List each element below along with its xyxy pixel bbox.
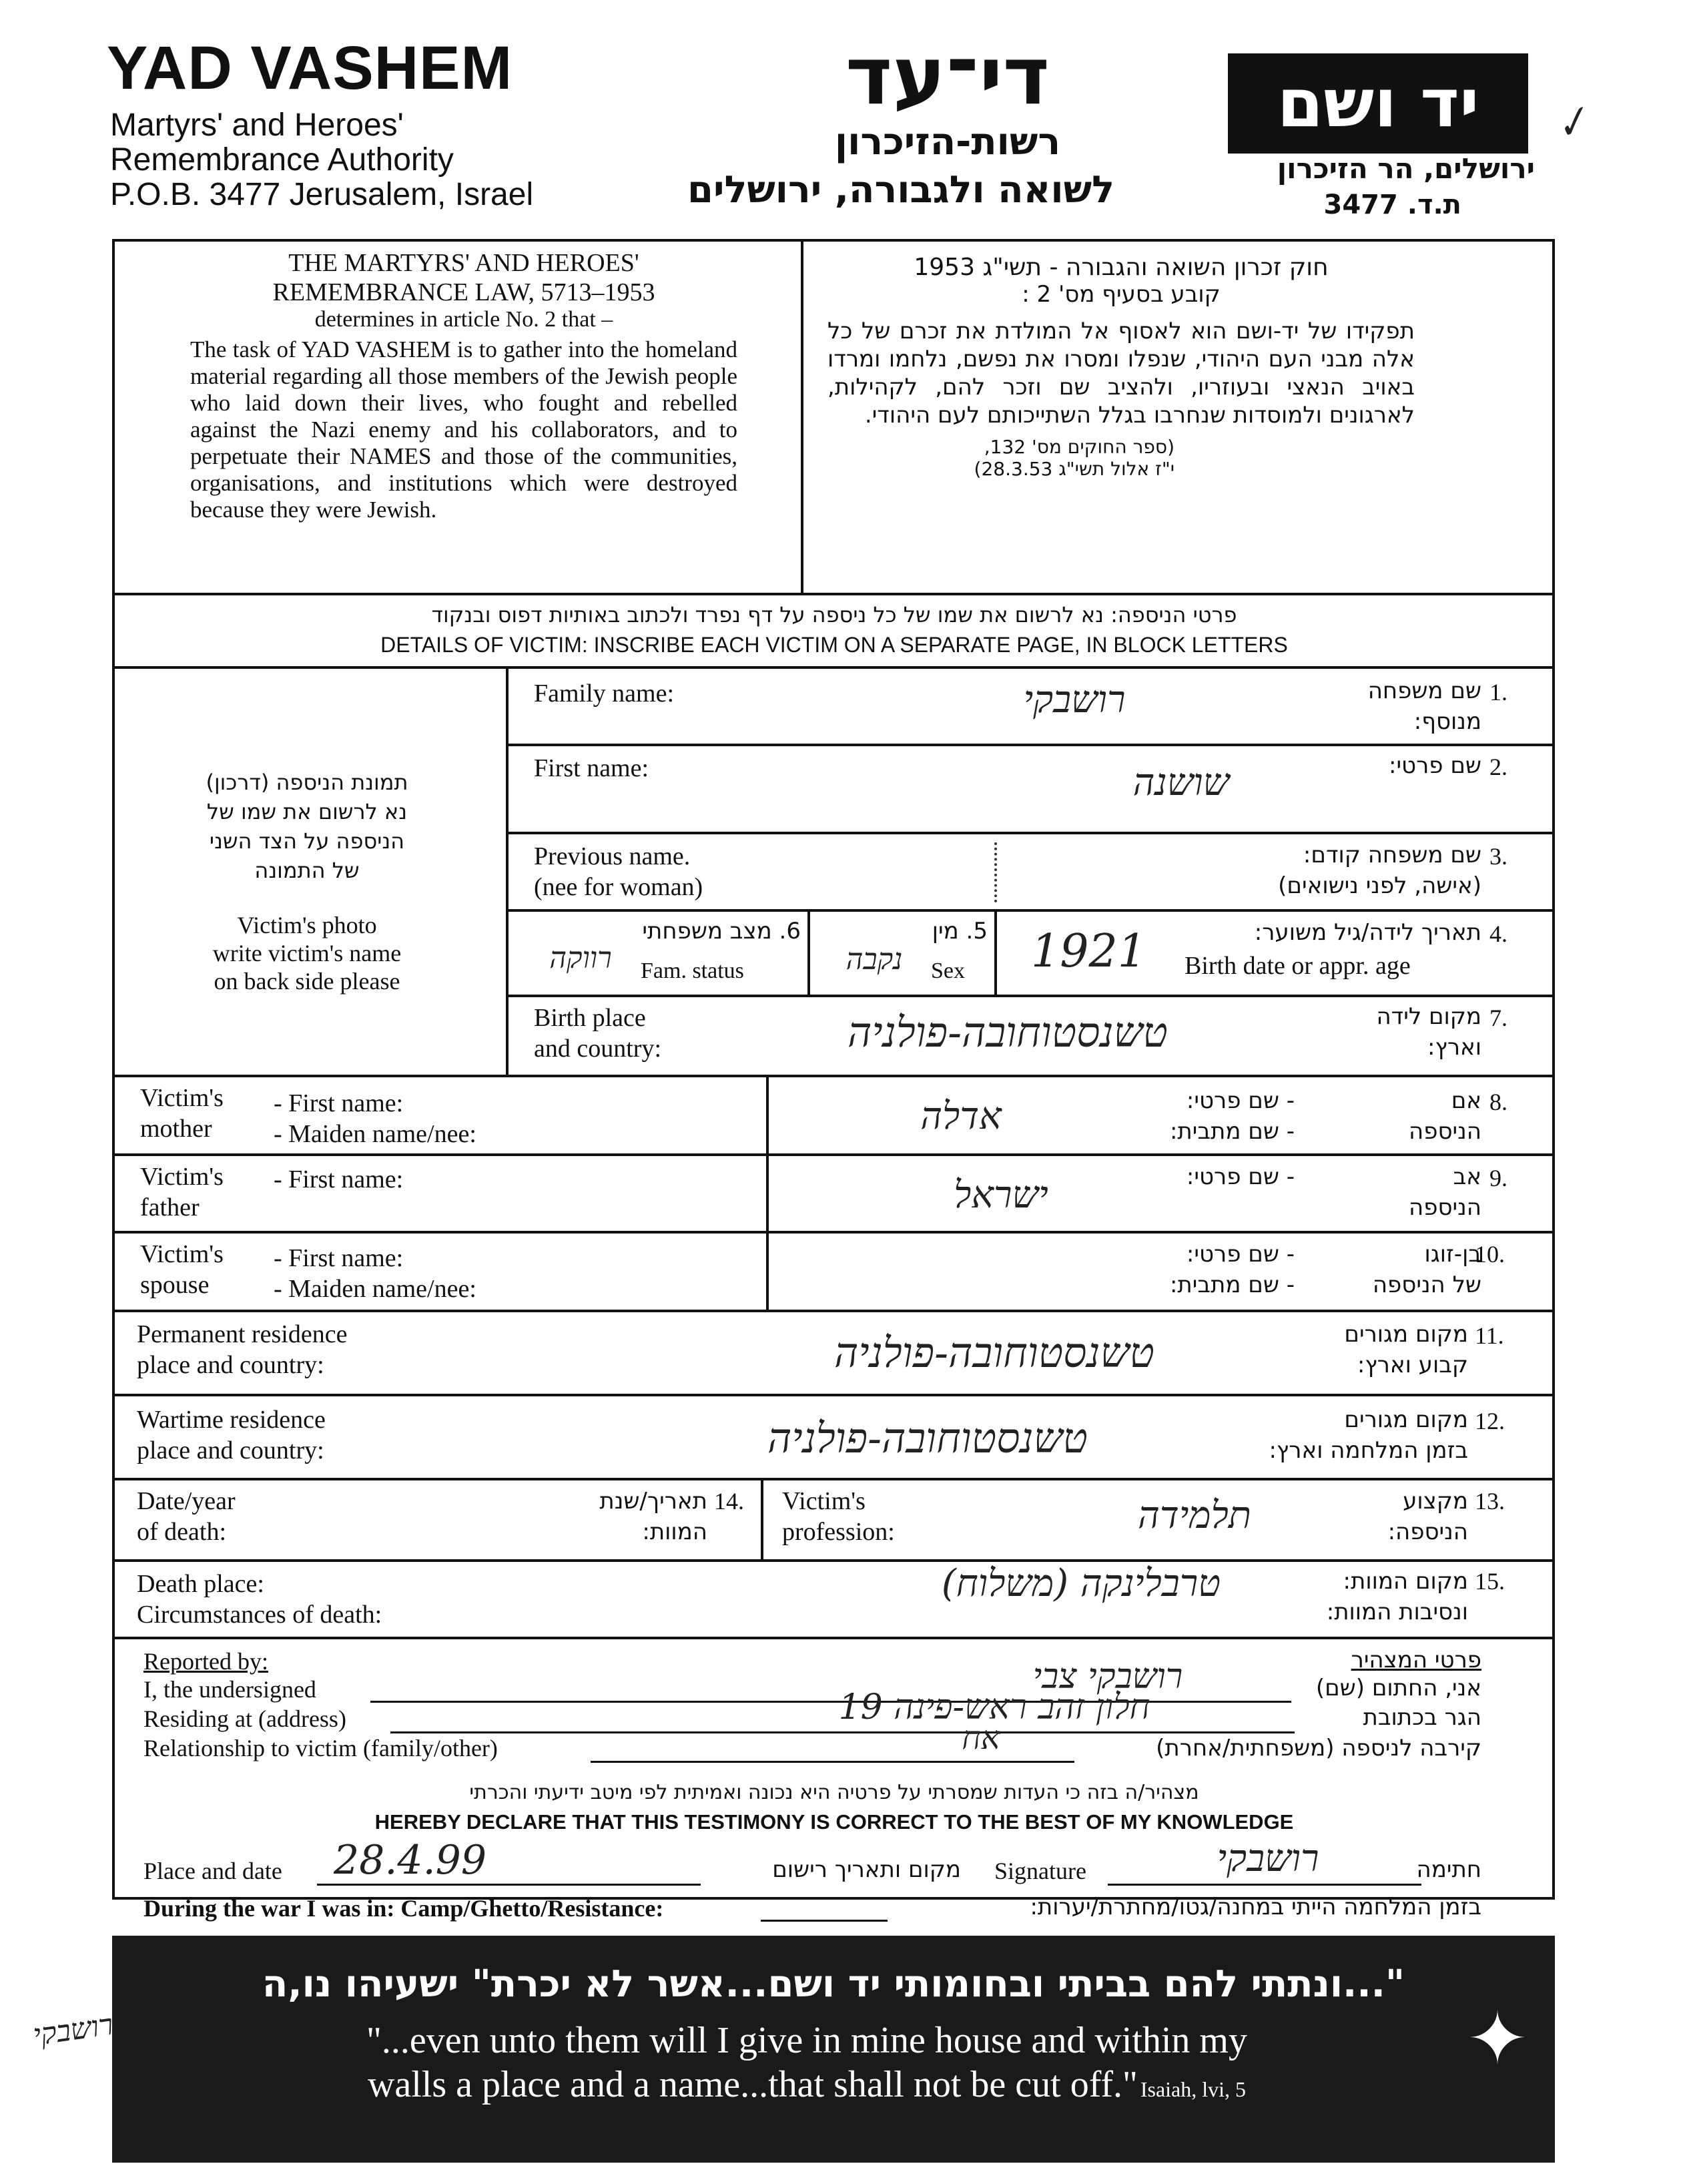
f5-heb: מין [932,918,959,944]
f8-sub-2: - Maiden name/nee: [274,1120,476,1148]
permanent-residence-label [137,1319,347,1380]
f15-en-1: Death place: [137,1570,264,1598]
heb-subtitle-1: רשות-הזיכרון [834,120,1061,164]
during-war-label-heb: בזמן המלחמה הייתי במחנה/גטו/מחתרת/יערות: [1030,1894,1481,1920]
wartime-residence-label-heb [1201,1404,1468,1466]
logo-subtitle-1: ירושלים, הר הזיכרון [1277,152,1535,185]
f10-heb-1: בן-זוגו [1424,1241,1481,1268]
wartime-residence-label [137,1404,326,1466]
f10-sub-1: - First name: [274,1244,404,1272]
birth-place-value[interactable]: טשנסטוחובה-פולניה [848,1008,1168,1057]
org-address: P.O.B. 3477 Jerusalem, Israel [110,177,534,212]
law-title-2: REMEMBRANCE LAW, 5713–1953 [272,278,655,306]
law-body: The task of YAD VASHEM is to gather into the homeland material regarding all those members of the Jewish people who laid down their lives, who fought and rebelled against the Nazi enemy and his collaborators, and to perpetuate their NAMES and those of the communities, organisations, and institutions which were destroyed because they were Jewish. [190,336,737,523]
birth-date-value[interactable]: 1921 [1031,925,1147,978]
family-name-label-heb [1215,675,1481,737]
details-instruction-heb: פרטי הניספה: נא לרשום את שמו של כל ניספה על דף נפרד ולכתוב באותיות דפוס ובנקוד [431,602,1237,627]
f9-en-1: Victim's [140,1163,224,1191]
f3-en-2: (nee for woman) [534,873,703,901]
f10-en-2: spouse [140,1271,210,1299]
photo-en-1: Victim's photo [237,912,377,938]
f14-heb-1: תאריך/שנת [599,1488,707,1515]
f13-en-2: profession: [782,1518,895,1546]
flame-icon: ✦ [1466,1998,1528,2080]
f8-heb-1: אם [1451,1087,1481,1114]
father-sublabel: - First name: [274,1165,404,1193]
reported-by-label: Reported by: [143,1648,268,1675]
field-12-number: 12. [1475,1408,1505,1434]
wartime-residence-value[interactable]: טשנסטוחובה-פולניה [767,1414,1088,1462]
f10-en-1: Victim's [140,1240,224,1268]
footer-quote-en-2: walls a place and a name...that shall not be cut off." [367,2064,1138,2105]
reported-by-label-heb: פרטי המצהיר [1351,1647,1481,1673]
footer-quote-en-1: "...even unto them will I give in mine house and within my [366,2020,1247,2061]
death-place-label [137,1569,382,1630]
logo-text: יד ושם [1277,64,1479,142]
profession-label [782,1486,895,1547]
corner-handwriting: ✓ [1548,95,1596,152]
photo-instructions-heb [133,768,480,885]
f15-en-2: Circumstances of death: [137,1601,382,1629]
law-hebrew [827,254,1415,480]
field-11-number: 11. [1475,1322,1504,1349]
f10-heb-2: של הניספה [1372,1272,1481,1298]
mother-sublabels [274,1088,476,1149]
profession-label-heb [1308,1486,1468,1547]
first-name-value[interactable]: שושנה [1132,761,1230,804]
footer-quote-ref: Isaiah, lvi, 5 [1140,2077,1247,2101]
signature-label: Signature [994,1858,1086,1884]
undersigned-value[interactable]: רושבקי צבי [1032,1657,1183,1697]
death-place-label-heb [1268,1566,1468,1627]
f8-en-1: Victim's [140,1084,224,1112]
f8-en-2: mother [140,1115,212,1143]
birth-place-label-heb [1281,1001,1481,1063]
relationship-label-heb: קירבה לניספה (משפחתית/אחרת) [1156,1735,1481,1761]
f13-heb-2: הניספה: [1387,1519,1468,1545]
field-7-number: 7. [1489,1005,1507,1031]
father-sublabel-heb: - שם פרטי: [1186,1163,1295,1190]
mother-sublabels-heb [1134,1085,1295,1147]
father-label [140,1161,224,1223]
f11-en-1: Permanent residence [137,1320,348,1348]
death-place-value[interactable]: טרבלינקה (משלוח) [941,1562,1221,1605]
f15-heb-1: מקום המוות: [1343,1568,1468,1595]
f10-hsub-1: - שם פרטי: [1186,1241,1295,1268]
heb-title: די־עד [845,30,1050,123]
f8-hsub-2: - שם מתבית: [1169,1118,1295,1145]
permanent-residence-label-heb [1268,1319,1468,1380]
f5-number: 5. [966,918,988,944]
org-line-1: Martyrs' and Heroes' [110,107,404,143]
f14-en-1: Date/year [137,1487,236,1515]
spouse-sublabels-heb [1134,1239,1295,1300]
law-heb-title-2: קובע בסעיף מס' 2 : [1022,281,1221,308]
field-14-number: 14. [714,1488,744,1515]
residing-value[interactable]: חלון זהב ראש-פינה 19 [838,1687,1150,1727]
f7-en-1: Birth place [534,1004,646,1032]
f6-heb: מצב משפחתי [642,918,772,944]
place-date-label: Place and date [143,1858,282,1884]
mother-label [140,1083,224,1144]
place-date-value[interactable]: 28.4.99 [334,1837,487,1884]
signature-value[interactable]: רושבקי [1217,1837,1319,1880]
spouse-label-heb [1308,1239,1481,1300]
f9-en-2: father [140,1193,200,1221]
f12-en-1: Wartime residence [137,1406,326,1434]
f7-en-2: and country: [534,1035,662,1063]
f1-heb-1: שם משפחה [1367,677,1481,704]
during-war-label: During the war I was in: Camp/Ghetto/Resistance: [143,1895,664,1922]
father-first-name-value[interactable]: ישראל [954,1173,1048,1217]
permanent-residence-value[interactable]: טשנסטוחובה-פולניה [834,1328,1154,1377]
photo-en-3: on back side please [214,968,400,995]
f12-heb-1: מקום מגורים [1344,1406,1468,1433]
fam-status-value[interactable]: רווקה [549,941,612,975]
f12-heb-2: בזמן המלחמה וארץ: [1269,1437,1468,1464]
f14-heb-2: המוות: [642,1519,707,1545]
law-english [190,248,737,523]
field-10-number: 10. [1475,1241,1505,1268]
field-1-number: 1. [1489,679,1507,706]
relationship-value[interactable]: אח [962,1719,1000,1757]
f9-heb-2: הניספה [1409,1194,1481,1221]
first-name-label: First name: [534,754,649,782]
birth-date-label-heb: תאריך לידה/גיל משוער: [1254,919,1481,946]
f10-sub-2: - Maiden name/nee: [274,1275,476,1303]
father-label-heb [1308,1161,1481,1223]
f11-en-2: place and country: [137,1351,324,1379]
f7-heb-1: מקום לידה [1376,1003,1481,1030]
sex-label-en: Sex [931,959,965,983]
place-date-label-heb: מקום ותאריך רישום [772,1856,961,1883]
f3-en-1: Previous name. [534,842,691,870]
mother-label-heb [1308,1085,1481,1147]
f3-heb-2: (אישה, לפני נישואים) [1278,872,1481,899]
field-13-number: 13. [1475,1488,1505,1515]
law-heb-title-1: חוק זכרון השואה והגבורה - תשי"ג 1953 [914,254,1329,281]
f6-number: 6. [779,918,801,944]
photo-heb-1: תמונת הניספה (דרכון) [206,770,408,795]
spouse-sublabels [274,1243,476,1304]
law-heb-body: תפקידו של יד-ושם הוא לאסוף אל המולדת את זכרם של כל אלה מבני העם היהודי, שנפלו ומסרו את נפשם, נלחמו ומרדו באויב הנאצי ובעוזריו, ולהציב שם וזכר להם, לקהילות, לארגונים ולמוסדות שנחרבו בגלל השתייכותם לעם היהודי. [827,318,1415,429]
photo-en-2: write victim's name [212,940,402,967]
profession-value[interactable]: תלמידה [1138,1494,1251,1537]
org-line-2: Remembrance Authority [110,142,454,178]
f3-heb-1: שם משפחה קודם: [1303,842,1481,868]
f13-en-1: Victim's [782,1487,866,1515]
field-2-number: 2. [1489,754,1507,780]
mother-first-name-value[interactable]: אדלה [920,1095,1002,1138]
margin-handwriting: רושבקי [31,2007,115,2053]
declaration-heb: מצהיר/ה בזה כי העדות שמסרתי על פרטיה היא נכונה ואמיתית לפי מיטב ידיעתי והכרתי [469,1781,1199,1804]
fam-status-label [514,918,801,944]
law-title-1: THE MARTYRS' AND HEROES' [288,249,639,277]
previous-name-label-heb [1148,840,1481,901]
heb-subtitle-2: לשואה ולגבורה, ירושלים [687,168,1114,212]
law-title-3: determines in article No. 2 that – [314,307,613,332]
f1-heb-2: מנוסף: [1413,708,1481,735]
family-name-label: Family name: [534,679,675,708]
previous-name-label [534,841,703,902]
photo-instructions-en [133,911,480,995]
death-date-label-heb [547,1486,707,1547]
spouse-label [140,1239,224,1300]
photo-heb-2: נא לרשום את שמו של [206,799,408,824]
field-3-number: 3. [1489,843,1507,870]
residing-label-heb: הגר בכתובת [1363,1704,1481,1731]
sex-value[interactable]: נקבה [846,942,903,977]
law-heb-ref-1: (ספר החוקים מס' 132, [984,436,1174,458]
undersigned-label-heb: אני, החתום (שם) [1315,1675,1481,1701]
declaration-en: HEREBY DECLARE THAT THIS TESTIMONY IS CORRECT TO THE BEST OF MY KNOWLEDGE [374,1810,1294,1834]
details-instruction-en: DETAILS OF VICTIM: INSCRIBE EACH VICTIM ON A SEPARATE PAGE, IN BLOCK LETTERS [380,633,1288,657]
f12-en-2: place and country: [137,1436,324,1464]
residing-label: Residing at (address) [143,1705,346,1732]
f9-heb-1: אב [1453,1163,1481,1190]
relationship-label: Relationship to victim (family/other) [143,1735,498,1761]
f8-heb-2: הניספה [1409,1118,1481,1145]
f10-hsub-2: - שם מתבית: [1169,1272,1295,1298]
death-date-label [137,1486,236,1547]
family-name-value[interactable]: רושבקי [1023,678,1126,722]
f13-heb-1: מקצוע [1403,1488,1468,1515]
undersigned-label: I, the undersigned [143,1676,316,1703]
f7-heb-2: וארץ: [1427,1034,1481,1061]
law-heb-ref-2: י"ז אלול תשי"ג 28.3.53) [974,458,1174,480]
birth-place-label [534,1003,661,1064]
field-15-number: 15. [1475,1568,1505,1595]
field-8-number: 8. [1489,1089,1507,1115]
first-name-label-heb: שם פרטי: [1389,752,1481,779]
f15-heb-2: ונסיבות המוות: [1326,1599,1468,1625]
birth-date-label-en: Birth date or appr. age [1185,952,1411,980]
footer-quote-heb: "...ונתתי להם בביתי ובחומותי יד ושם...אשר לא יכרת" ישעיהו נו,ה [262,1962,1405,2006]
photo-heb-3: הניספה על הצד השני [209,828,405,854]
f8-hsub-1: - שם פרטי: [1186,1087,1295,1114]
f8-sub-1: - First name: [274,1089,404,1117]
f11-heb-1: מקום מגורים [1344,1321,1468,1348]
field-4-number: 4. [1489,920,1507,947]
f11-heb-2: קבוע וארץ: [1357,1352,1468,1378]
f14-en-2: of death: [137,1518,227,1546]
org-name: YAD VASHEM [107,34,513,102]
footer-banner [112,1936,1555,2163]
logo-subtitle-2: ת.ד. 3477 [1323,190,1461,220]
yad-vashem-logo [1228,53,1528,154]
fam-status-label-en: Fam. status [641,959,744,983]
field-9-number: 9. [1489,1165,1507,1191]
photo-heb-4: של התמונה [254,858,360,883]
signature-label-heb: חתימה [1416,1856,1481,1883]
sex-label [817,918,988,944]
